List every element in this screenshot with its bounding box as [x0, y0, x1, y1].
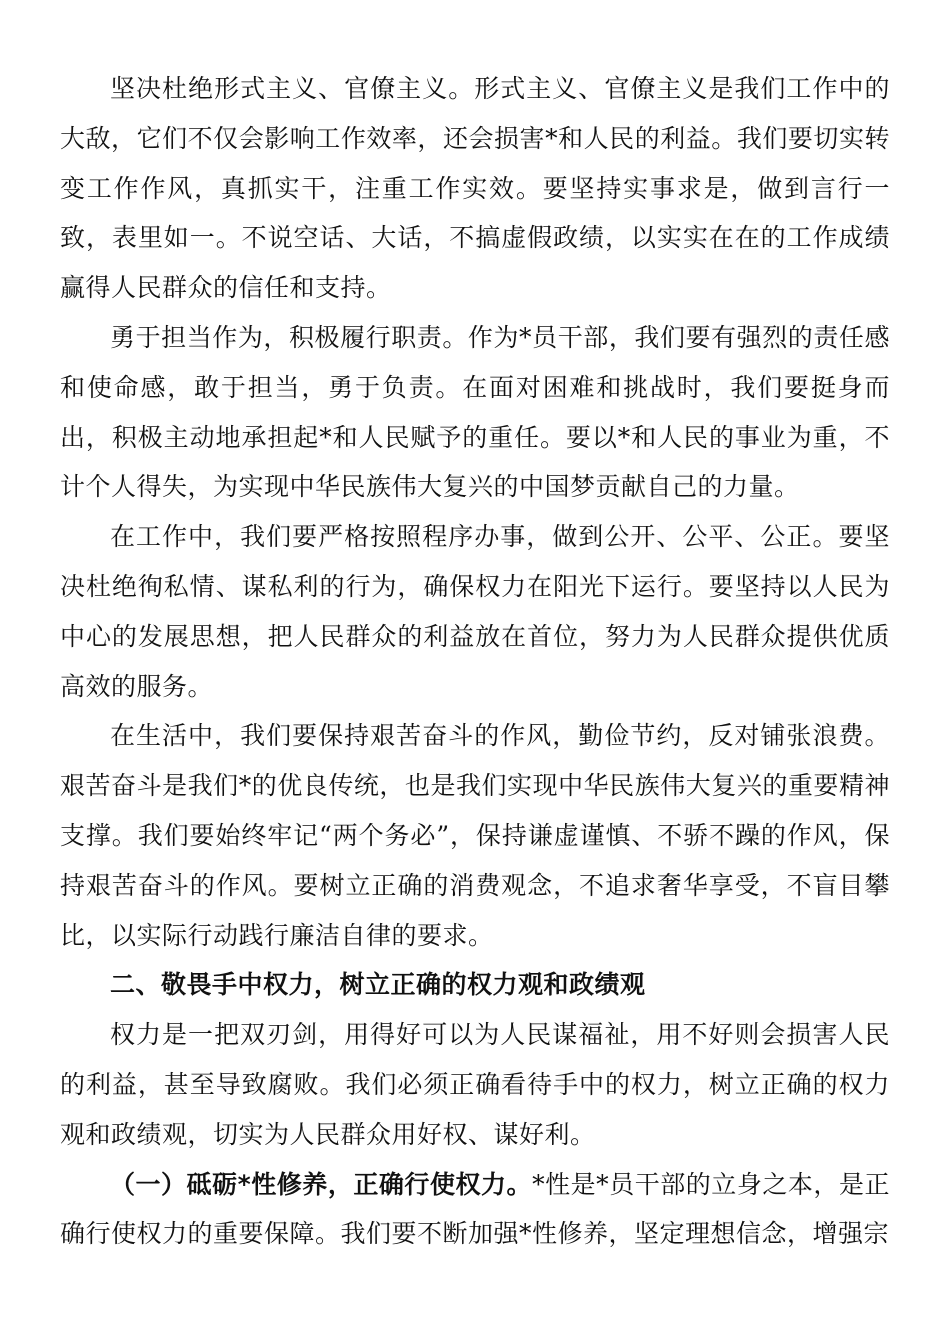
- subsection-1-lead: （一）砥砺*性修养，正确行使权力。: [110, 1169, 533, 1199]
- paragraph-responsibility: 勇于担当作为，积极履行职责。作为*员干部，我们要有强烈的责任感和使命感，敢于担当，勇于负责。在面对困难和挑战时，我们要挺身而出，积极主动地承担起*和人民赋予的重任。要以*和人民的事业为重，不计个人得失，为实现中华民族伟大复兴的中国梦贡献自己的力量。: [60, 322, 890, 502]
- paragraph-work-procedure: 在工作中，我们要严格按照程序办事，做到公开、公平、公正。要坚决杜绝徇私情、谋私利的行为，确保权力在阳光下运行。要坚持以人民为中心的发展思想，把人民群众的利益放在首位，努力为人民群众提供优质高效的服务。: [60, 522, 890, 701]
- document-page: [60, 64, 890, 1259]
- paragraph-formalism: 坚决杜绝形式主义、官僚主义。形式主义、官僚主义是我们工作中的大敌，它们不仅会影响工作效率，还会损害*和人民的利益。我们要切实转变工作作风，真抓实干，注重工作实效。要坚持实事求是，做到言行一致，表里如一。不说空话、大话，不搞虚假政绩，以实实在在的工作成绩赢得人民群众的信任和支持。: [60, 74, 890, 303]
- subsection-1-text: *性是*员干部的立身之本，是正确行使权力的重要保障。我们要不断加强*性修养，坚定理想信念，增强宗: [60, 1169, 890, 1249]
- paragraph-frugal-life: 在生活中，我们要保持艰苦奋斗的作风，勤俭节约，反对铺张浪费。艰苦奋斗是我们*的优良传统，也是我们实现中华民族伟大复兴的重要精神支撑。我们要始终牢记“两个务必”，保持谦虚谨慎、不骄不躁的作风，保持艰苦奋斗的作风。要树立正确的消费观念，不追求奢华享受，不盲目攀比，以实际行动践行廉洁自律的要求。: [60, 721, 890, 950]
- paragraph-subsection-1: [60, 1160, 890, 1260]
- section-heading-power: 二、敬畏手中权力，树立正确的权力观和政绩观: [110, 970, 646, 1000]
- paragraph-power-intro: 权力是一把双刃剑，用得好可以为人民谋福祉，用不好则会损害人民的利益，甚至导致腐败。我们必须正确看待手中的权力，树立正确的权力观和政绩观，切实为人民群众用好权、谋好利。: [60, 1020, 890, 1149]
